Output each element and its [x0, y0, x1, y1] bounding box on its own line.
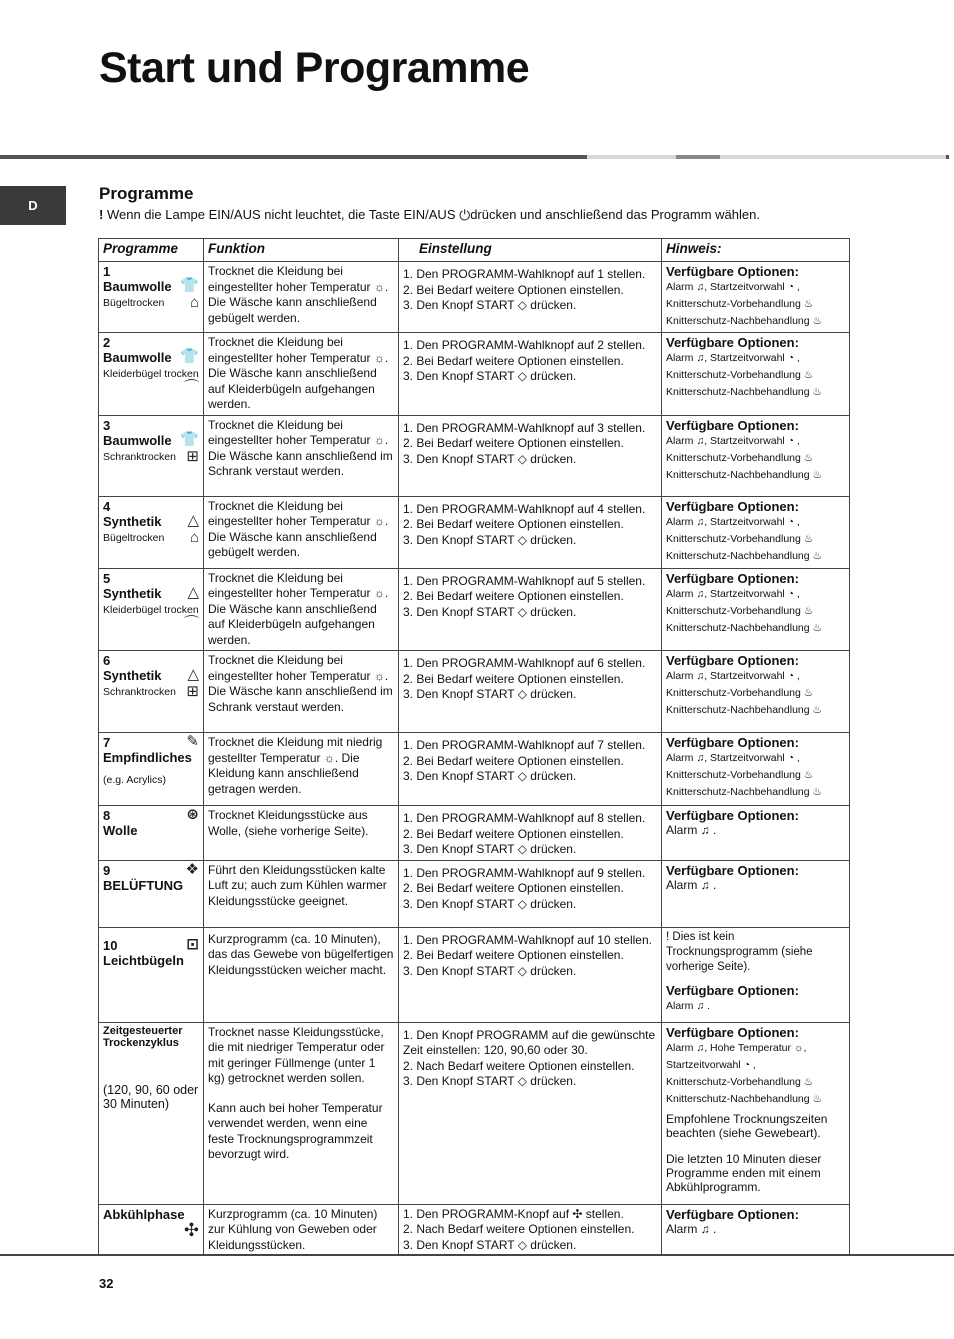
setting-cell: [399, 496, 662, 568]
program-subtitle: Schranktrocken: [103, 450, 176, 463]
table-row: [99, 1022, 850, 1204]
step-3: 3. Den Knopf START ◇ drücken.: [403, 963, 577, 978]
setting-cell: [399, 415, 662, 496]
function-cell: Trocknet die Kleidung bei eingestellter hoher Temperatur ☼. Die Wäsche kann anschließend im Schrank verstaut werden.: [204, 415, 399, 496]
hanger-icon: ⌒: [183, 379, 199, 396]
function-cell: Trocknet die Kleidung bei eingestellter hoher Temperatur ☼. Die Wäsche kann anschließend auf Kleiderbügeln aufgehangen werden.: [204, 568, 399, 651]
hint-line: Startzeitvorwahl ◔ ,: [666, 1058, 756, 1071]
step-1: 1. Den PROGRAMM-Wahlknopf auf 9 stellen.: [403, 865, 646, 880]
program-number: 5: [103, 570, 111, 586]
step-3: 3. Den Knopf START ◇ drücken.: [403, 532, 577, 547]
step-2: 2. Bei Bedarf weitere Optionen einstellen.: [403, 826, 624, 841]
iron-icon: ⌂: [189, 294, 199, 311]
hint-heading: Verfügbare Optionen:: [666, 808, 799, 823]
step-2: 2. Bei Bedarf weitere Optionen einstellen.: [403, 948, 624, 962]
program-cell: [99, 806, 204, 861]
hint-cell: [662, 1022, 850, 1204]
hint-heading: Verfügbare Optionen:: [666, 264, 799, 279]
program-number: 7: [103, 735, 111, 750]
hint-line: Knitterschutz-Nachbehandlung ♨: [666, 1092, 822, 1105]
note-exclamation: !: [99, 207, 104, 222]
setting-cell: [399, 806, 662, 861]
program-name: Empfindliches: [103, 750, 192, 765]
hint-extra: Empfohlene Trocknungszeiten beachten (siehe Gewebeart).: [666, 1111, 828, 1140]
hint-line: Alarm ♫, Startzeitvorwahl ◔ ,: [666, 587, 800, 600]
setting-cell: [399, 262, 662, 333]
setting-cell: [399, 1204, 662, 1256]
wool-icon: ⊛: [186, 806, 199, 823]
shirt-icon: 👕: [180, 348, 199, 365]
footer-rule: [0, 1254, 954, 1256]
hint-heading: Verfügbare Optionen:: [666, 498, 799, 514]
hint-line: Knitterschutz-Vorbehandlung ♨: [666, 369, 814, 381]
program-subtitle: Bügeltrocken: [103, 297, 165, 309]
setting-cell: [399, 860, 662, 927]
table-row: [99, 1204, 850, 1256]
synthetic-icon: △: [187, 511, 199, 529]
hint-heading: Verfügbare Optionen:: [666, 735, 799, 750]
power-icon: ⏻: [459, 207, 471, 224]
hint-heading: Verfügbare Optionen:: [666, 1024, 799, 1040]
program-number: 6: [103, 653, 111, 668]
hint-line: Knitterschutz-Nachbehandlung ♨: [666, 315, 822, 327]
program-cell: [99, 1022, 204, 1204]
hint-line: Alarm ♫ .: [666, 1221, 717, 1236]
hint-heading: Verfügbare Optionen:: [666, 653, 799, 668]
step-2: 2. Nach Bedarf weitere Optionen einstellen.: [403, 1058, 635, 1073]
power-note: [99, 207, 760, 222]
hint-line: Knitterschutz-Nachbehandlung ♨: [666, 621, 822, 634]
hint-line: Alarm ♫, Startzeitvorwahl ◔ ,: [666, 434, 800, 447]
program-number: 1: [103, 264, 111, 279]
program-subtitle: Schranktrocken: [103, 686, 176, 698]
program-name: Synthetik: [103, 513, 162, 529]
table-row: [99, 733, 850, 806]
step-3: 3. Den Knopf START ◇ drücken.: [403, 842, 577, 856]
header-rule: [720, 155, 946, 159]
iron-icon: ⌂: [189, 528, 199, 546]
step-2: 2. Bei Bedarf weitere Optionen einstellen.: [403, 881, 624, 895]
function-cell: Trocknet die Kleidung bei eingestellter hoher Temperatur ☼. Die Wäsche kann anschließend gebügelt werden.: [204, 262, 399, 333]
program-cell: [99, 927, 204, 1022]
hint-line: Knitterschutz-Vorbehandlung ♨: [666, 604, 814, 617]
table-row: [99, 415, 850, 496]
step-2: 2. Bei Bedarf weitere Optionen einstellen.: [403, 671, 624, 686]
feather-icon: ✎: [186, 733, 199, 750]
program-name: Baumwolle: [103, 350, 172, 365]
table-row: [99, 860, 850, 927]
hint-cell: [662, 568, 850, 651]
step-1: 1. Den PROGRAMM-Wahlknopf auf 5 stellen.: [403, 573, 646, 588]
table-row: [99, 262, 850, 333]
step-1: 1. Den PROGRAMM-Wahlknopf auf 1 stellen.: [403, 267, 646, 281]
program-number: 3: [103, 417, 111, 433]
header-rule: [946, 155, 949, 159]
hint-warning: ! Dies ist kein Trocknungsprogramm (siehe vorherige Seite).: [666, 930, 813, 973]
program-cell: [99, 860, 204, 927]
note-text: Wenn die Lampe EIN/AUS nicht leuchtet, die Taste EIN/AUS: [103, 207, 460, 222]
program-subtitle: (120, 90, 60 oder 30 Minuten): [103, 1082, 199, 1111]
hint-cell: [662, 733, 850, 806]
step-3: 3. Den Knopf START ◇ drücken.: [403, 1237, 577, 1252]
header-rule: [0, 155, 587, 159]
step-1: 1. Den Knopf PROGRAMM auf die gewünschte Zeit einstellen: 120, 90,60 oder 30.: [403, 1027, 656, 1057]
hint-line: Knitterschutz-Nachbehandlung ♨: [666, 468, 822, 481]
table-row: [99, 651, 850, 733]
function-cell: Trocknet die Kleidung bei eingestellter hoher Temperatur ☼. Die Wäsche kann anschließend gebügelt werden.: [204, 496, 399, 568]
table-row: [99, 568, 850, 651]
header-funktion: Funktion: [204, 239, 399, 262]
cooling-icon: ✣: [183, 1219, 199, 1240]
function-cell: Kurzprogramm (ca. 10 Minuten) zur Kühlung von Geweben oder Kleidungsstücken.: [204, 1204, 399, 1256]
setting-cell: [399, 927, 662, 1022]
step-1: 1. Den PROGRAMM-Wahlknopf auf 4 stellen.: [403, 501, 646, 516]
hint-line: Knitterschutz-Nachbehandlung ♨: [666, 786, 822, 798]
program-cell: [99, 651, 204, 733]
program-subtitle: Kleiderbügel trocken: [103, 368, 199, 380]
hint-line: Alarm ♫ .: [666, 999, 711, 1012]
step-2: 2. Bei Bedarf weitere Optionen einstellen.: [403, 436, 624, 450]
program-cell: [99, 496, 204, 568]
step-1: 1. Den PROGRAMM-Wahlknopf auf 6 stellen.: [403, 656, 646, 670]
function-cell: Kurzprogramm (ca. 10 Minuten), das das Gewebe von bügelfertigen Kleidungsstücken weicher macht.: [204, 927, 399, 1022]
step-1: 1. Den PROGRAMM-Knopf auf ✣ stellen.: [403, 1206, 624, 1221]
language-tab: D: [0, 186, 66, 225]
header-hinweis: Hinweis:: [662, 239, 850, 262]
hint-line: Alarm ♫, Startzeitvorwahl ◔ ,: [666, 670, 800, 682]
wardrobe-icon: ⊞: [186, 447, 199, 465]
step-2: 2. Bei Bedarf weitere Optionen einstellen.: [403, 589, 624, 603]
program-name: Synthetik: [103, 668, 162, 683]
setting-cell: [399, 1022, 662, 1204]
step-1: 1. Den PROGRAMM-Wahlknopf auf 10 stellen.: [403, 932, 652, 947]
program-number: 2: [103, 335, 111, 350]
synthetic-icon: △: [187, 583, 199, 601]
program-name: Synthetik: [103, 585, 162, 601]
program-subtitle: (e.g. Acrylics): [103, 774, 167, 786]
hint-cell: [662, 806, 850, 861]
header-rule: [676, 155, 720, 159]
program-name: BELÜFTUNG: [103, 877, 184, 893]
hint-cell: [662, 1204, 850, 1256]
section-title: Programme: [99, 184, 194, 203]
program-name: Abkühlphase: [103, 1206, 185, 1222]
hint-extra: Die letzten 10 Minuten dieser Programme enden mit einem Abkühlprogramm.: [666, 1151, 822, 1194]
table-row: [99, 806, 850, 861]
program-cell: [99, 733, 204, 806]
program-cell: [99, 262, 204, 333]
function-text: Kann auch bei hoher Temperatur verwendet werden, wenn eine feste Trocknungsprogrammzeit bevorzugt wird.: [208, 1100, 383, 1161]
hint-line: Alarm ♫, Startzeitvorwahl ◔ ,: [666, 752, 800, 764]
hint-heading: Verfügbare Optionen:: [666, 862, 799, 878]
function-cell: Trocknet die Kleidung mit niedrig gestellter Temperatur ☼. Die Kleidung kann anschließend getragen werden.: [204, 733, 399, 806]
setting-cell: [399, 333, 662, 416]
hint-line: Knitterschutz-Nachbehandlung ♨: [666, 704, 822, 716]
hint-heading: Verfügbare Optionen:: [666, 417, 799, 433]
step-1: 1. Den PROGRAMM-Wahlknopf auf 2 stellen.: [403, 338, 646, 352]
step-3: 3. Den Knopf START ◇ drücken.: [403, 687, 577, 701]
table-row: [99, 927, 850, 1022]
step-3: 3. Den Knopf START ◇ drücken.: [403, 1074, 577, 1088]
header-rule: [587, 155, 676, 159]
hint-line: Alarm ♫, Startzeitvorwahl ◔ ,: [666, 281, 800, 293]
hint-line: Knitterschutz-Vorbehandlung ♨: [666, 298, 814, 310]
step-3: 3. Den Knopf START ◇ drücken.: [403, 896, 577, 911]
shirt-icon: 👕: [180, 430, 199, 448]
hint-cell: [662, 860, 850, 927]
hint-cell: [662, 415, 850, 496]
function-cell: Trocknet die Kleidung bei eingestellter hoher Temperatur ☼. Die Wäsche kann anschließend auf Kleiderbügeln aufgehangen werden.: [204, 333, 399, 416]
header-programme: Programme: [99, 239, 204, 262]
program-number: 4: [103, 498, 111, 514]
program-subtitle: Bügeltrocken: [103, 531, 165, 544]
program-name: Wolle: [103, 823, 138, 838]
hint-line: Knitterschutz-Vorbehandlung ♨: [666, 532, 814, 545]
hint-cell: [662, 262, 850, 333]
hint-cell: [662, 333, 850, 416]
step-2: 2. Nach Bedarf weitere Optionen einstellen.: [403, 1222, 635, 1236]
header-einstellung: Einstellung: [399, 239, 662, 262]
function-cell: [204, 1022, 399, 1204]
wardrobe-icon: ⊞: [186, 683, 199, 700]
hint-cell: [662, 927, 850, 1022]
hint-line: Alarm ♫, Startzeitvorwahl ◔ ,: [666, 515, 800, 528]
function-text: Trocknet nasse Kleidungsstücke, die mit niedriger Temperatur oder mit geringer Füllmenge (unter 1 kg) getrocknet werden sollen.: [208, 1024, 385, 1085]
hint-line: Alarm ♫ .: [666, 877, 717, 892]
program-number: 10: [103, 937, 118, 953]
table-header-row: [99, 239, 850, 262]
function-cell: Führt den Kleidungsstücken kalte Luft zu; auch zum Kühlen warmer Kleidungsstücke geeignet.: [204, 860, 399, 927]
hint-line: Knitterschutz-Vorbehandlung ♨: [666, 687, 814, 699]
hint-line: Knitterschutz-Vorbehandlung ♨: [666, 769, 814, 781]
hint-heading: Verfügbare Optionen:: [666, 570, 799, 586]
program-number: 8: [103, 808, 111, 823]
hint-line: Knitterschutz-Vorbehandlung ♨: [666, 1075, 814, 1088]
hint-line: Knitterschutz-Vorbehandlung ♨: [666, 451, 814, 464]
hint-line: Alarm ♫, Startzeitvorwahl ◔ ,: [666, 352, 800, 364]
hint-cell: [662, 496, 850, 568]
program-cell: [99, 415, 204, 496]
hint-cell: [662, 651, 850, 733]
setting-cell: [399, 733, 662, 806]
hint-heading: Verfügbare Optionen:: [666, 335, 799, 350]
program-name: Baumwolle: [103, 432, 172, 448]
step-3: 3. Den Knopf START ◇ drücken.: [403, 298, 577, 312]
program-subtitle: Kleiderbügel trocken: [103, 603, 199, 616]
hint-line: Alarm ♫, Hohe Temperatur ☼,: [666, 1041, 807, 1054]
step-2: 2. Bei Bedarf weitere Optionen einstellen.: [403, 517, 624, 531]
program-name: Leichtbügeln: [103, 952, 184, 968]
shirt-icon: 👕: [180, 277, 199, 294]
hint-heading: Verfügbare Optionen:: [666, 982, 799, 998]
step-3: 3. Den Knopf START ◇ drücken.: [403, 604, 577, 619]
program-cell: [99, 1204, 204, 1256]
step-1: 1. Den PROGRAMM-Wahlknopf auf 7 stellen.: [403, 738, 646, 752]
step-3: 3. Den Knopf START ◇ drücken.: [403, 769, 577, 783]
program-name: Baumwolle: [103, 279, 172, 294]
program-name: Zeitgesteuerter Trockenzyklus: [103, 1024, 183, 1049]
hanger-icon: ⌒: [183, 614, 199, 632]
program-cell: [99, 568, 204, 651]
setting-cell: [399, 568, 662, 651]
synthetic-icon: △: [187, 666, 199, 683]
step-1: 1. Den PROGRAMM-Wahlknopf auf 3 stellen.: [403, 420, 646, 435]
step-2: 2. Bei Bedarf weitere Optionen einstellen.: [403, 353, 624, 368]
step-1: 1. Den PROGRAMM-Wahlknopf auf 8 stellen.: [403, 811, 646, 825]
step-3: 3. Den Knopf START ◇ drücken.: [403, 369, 577, 383]
shirt-steam-icon: ⊡: [186, 935, 199, 953]
step-3: 3. Den Knopf START ◇ drücken.: [403, 451, 577, 466]
function-cell: Trocknet die Kleidung bei eingestellter hoher Temperatur ☼. Die Wäsche kann anschließend im Schrank verstaut werden.: [204, 651, 399, 733]
setting-cell: [399, 651, 662, 733]
function-cell: Trocknet Kleidungsstücke aus Wolle, (siehe vorherige Seite).: [204, 806, 399, 861]
step-2: 2. Bei Bedarf weitere Optionen einstellen.: [403, 282, 624, 297]
page-number: 32: [99, 1276, 114, 1291]
hint-heading: Verfügbare Optionen:: [666, 1206, 799, 1222]
table-row: [99, 496, 850, 568]
program-table: [98, 238, 850, 1256]
page-title: Start und Programme: [99, 44, 530, 92]
hint-line: Knitterschutz-Nachbehandlung ♨: [666, 386, 822, 398]
program-cell: [99, 333, 204, 416]
fan-icon: ❖: [185, 860, 199, 878]
step-2: 2. Bei Bedarf weitere Optionen einstellen.: [403, 753, 624, 768]
note-text-end: drücken und anschließend das Programm wählen.: [470, 207, 760, 222]
program-number: 9: [103, 862, 111, 878]
hint-line: Knitterschutz-Nachbehandlung ♨: [666, 549, 822, 562]
hint-line: Alarm ♫ .: [666, 823, 717, 837]
table-row: [99, 333, 850, 416]
